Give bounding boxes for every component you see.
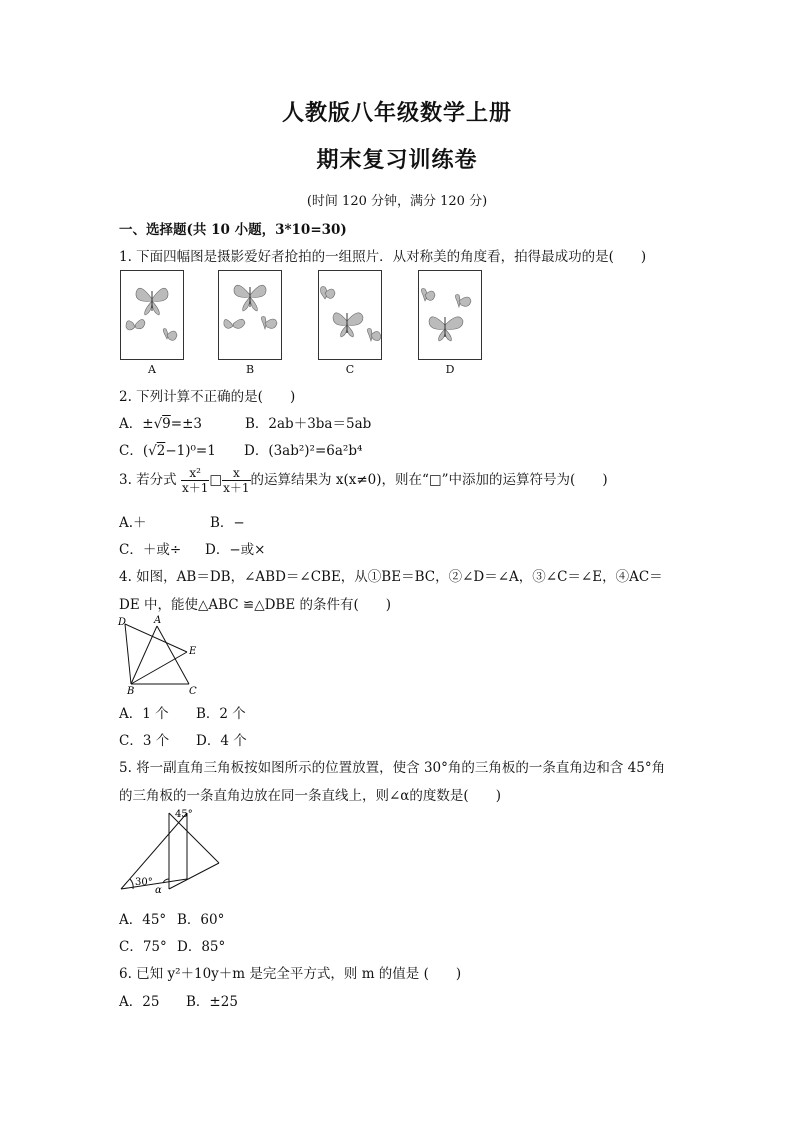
q2-option-c-prefix: C．(	[119, 443, 149, 459]
q5-option-c: C．75°	[119, 939, 167, 955]
exam-info: (时间 120 分钟，满分 120 分)	[306, 194, 488, 209]
question-3-stem	[119, 466, 608, 495]
q2-option-a	[119, 412, 202, 432]
fraction-2-denominator: x＋1	[223, 481, 250, 495]
question-4-line1: 4. 如图，AB＝DB，∠ABD＝∠CBE，从①BE＝BC，②∠D＝∠A，③∠C＝∠E，④AC＝	[119, 569, 663, 585]
q4-option-b: B．2 个	[196, 706, 246, 722]
sqrt-symbol: √	[148, 443, 157, 459]
q6-option-a: A．25	[119, 994, 160, 1010]
q2-option-a-prefix: A．±	[119, 416, 154, 432]
photo-c	[318, 270, 382, 360]
fraction-1	[181, 466, 209, 495]
butterfly-photo-d	[419, 271, 481, 359]
q2-option-c	[119, 439, 216, 459]
q2-option-c-suffix: −1)⁰=1	[165, 443, 216, 459]
photo-b	[218, 270, 282, 360]
photo-label-d: D	[445, 363, 455, 376]
q3-option-d: D．−或×	[205, 542, 266, 558]
photo-a	[120, 270, 184, 360]
fraction-2-numerator: x	[222, 466, 250, 481]
q2-option-c-radicand: 2	[156, 443, 166, 459]
set-square-figure-q5	[115, 803, 225, 895]
angle-30-label: 30°	[135, 877, 153, 888]
question-5-line2: 的三角板的一条直角边放在同一条直线上，则∠α的度数是( )	[119, 788, 501, 804]
angle-45-label: 45°	[175, 809, 193, 820]
fraction-1-denominator: x＋1	[181, 481, 209, 495]
label-e: E	[189, 646, 197, 657]
q5-option-b: B．60°	[177, 912, 225, 928]
question-4-line2: DE 中，能使△ABC ≌△DBE 的条件有( )	[119, 597, 392, 613]
question-5-line1: 5. 将一副直角三角板按如图所示的位置放置，使含 30°角的三角板的一条直角边和含 45°角	[119, 760, 666, 776]
sqrt-symbol: √	[153, 416, 163, 432]
q3-suffix: 的运算结果为 x(x≠0)，则在“□”中添加的运算符号为( )	[250, 472, 608, 488]
label-b: B	[127, 686, 135, 697]
page-subtitle: 期末复习训练卷	[316, 147, 478, 173]
q4-option-c: C．3 个	[119, 733, 170, 749]
label-a: A	[154, 615, 162, 626]
photo-d	[418, 270, 482, 360]
q2-option-a-radicand: 9	[162, 416, 171, 432]
q2-option-d: D．(3ab²)²=6a²b⁴	[244, 443, 363, 459]
fraction-1-numerator: x²	[181, 466, 209, 481]
photo-label-a: A	[148, 363, 156, 376]
operator-box: □	[209, 472, 223, 488]
question-2-stem: 2. 下列计算不正确的是( )	[119, 389, 296, 405]
butterfly-photo-b	[219, 271, 281, 359]
label-d: D	[118, 617, 127, 628]
question-6-stem: 6. 已知 y²＋10y＋m 是完全平方式，则 m 的值是 ( )	[119, 966, 462, 982]
q2-option-b: B．2ab＋3ba＝5ab	[245, 416, 372, 432]
q4-option-a: A．1 个	[119, 706, 169, 722]
q3-option-b: B．−	[210, 515, 245, 531]
photo-label-b: B	[245, 363, 255, 376]
angle-alpha-label: α	[155, 885, 162, 895]
q2-option-a-suffix: =±3	[170, 416, 202, 432]
butterfly-photo-c	[319, 271, 381, 359]
fraction-2	[222, 466, 250, 495]
triangle-figure-q4	[115, 612, 210, 697]
section-heading: 一、选择题(共 10 小题，3*10=30)	[119, 222, 347, 238]
question-1-stem: 1. 下面四幅图是摄影爱好者抢拍的一组照片．从对称美的角度看，拍得最成功的是( )	[119, 249, 647, 265]
q5-option-d: D．85°	[177, 939, 226, 955]
label-c: C	[189, 686, 197, 697]
q5-option-a: A．45°	[119, 912, 167, 928]
photo-label-c: C	[345, 363, 355, 376]
q3-option-c: C．＋或÷	[119, 542, 182, 558]
q3-option-a: A.＋	[119, 515, 147, 531]
page-title: 人教版八年级数学上册	[281, 100, 512, 126]
q6-option-b: B．±25	[186, 994, 238, 1010]
butterfly-photo-a	[121, 271, 183, 359]
q3-prefix: 3. 若分式	[119, 472, 177, 488]
q4-option-d: D．4 个	[196, 733, 247, 749]
